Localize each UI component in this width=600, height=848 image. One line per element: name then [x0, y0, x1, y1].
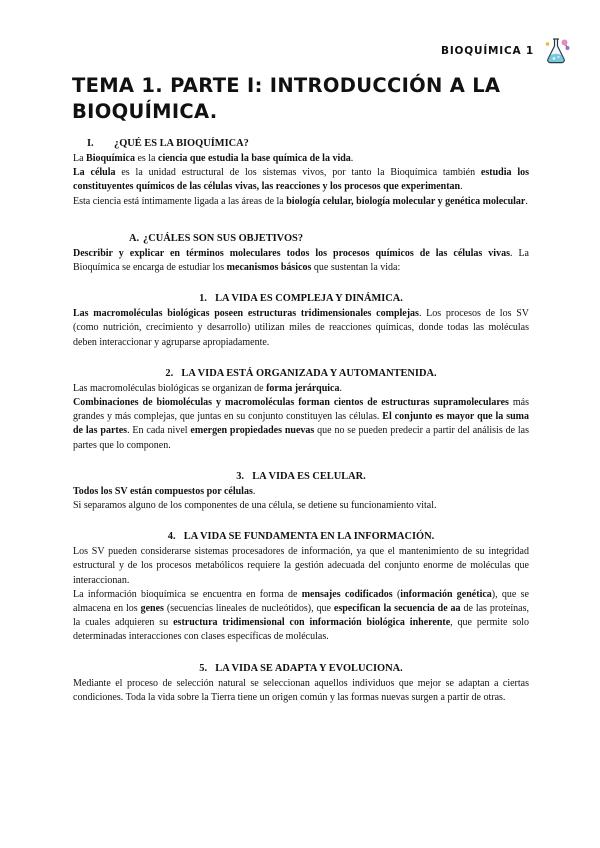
paragraph: Todos los SV están compuestos por células.: [73, 485, 256, 497]
section-number: I.: [87, 138, 94, 149]
paragraph: Mediante el proceso de selección natural se seleccionan aquellos individuos que mejor se adaptan a ciertas condiciones. Toda la vida sobre la Tierra tiene un origen común y las formas nuevas surgen a partir de otras.: [73, 677, 529, 703]
list-heading-compleja: [73, 291, 529, 306]
paragraph: Las macromoléculas biológicas se organizan de forma jerárquica.: [73, 382, 342, 394]
document-title: TEMA 1. PARTE I: INTRODUCCIÓN A LA BIOQUÍMICA.: [72, 74, 501, 123]
paragraph: Combinaciones de biomoléculas y macromoléculas forman cientos de estructuras supramoleculares más grandes y más complejas, que juntas en su conjunto constituyen las células. El conjunto es mayor que la suma de las partes. En cada nivel emergen propiedades nuevas que no se pueden predecir a partir del análisis de las partes que lo componen.: [73, 397, 530, 451]
list-heading-organizada: [73, 366, 529, 381]
list-number: 4.: [167, 531, 176, 543]
running-title: BIOQUÍMICA 1: [441, 45, 534, 57]
paragraph: La información bioquímica se encuentra en forma de mensajes codificados (información genética), que se almacena en los genes (secuencias lineales de nucleótidos), que especifican la secuencia de aa de las proteínas, la cuales adquieren su estructura tridimensional con información biológica inherente, que permite solo determinadas interacciones con clases específicas de moléculas.: [73, 588, 530, 643]
list-title: LA VIDA ES CELULAR.: [252, 470, 366, 482]
list-number: 5.: [199, 662, 208, 674]
section-heading-objetivos: [73, 231, 529, 246]
paragraph: La célula es la unidad estructural de los sistemas vivos, por tanto la Bioquímica también estudia los constituyentes químicos de las células vivas, las reacciones y los procesos que experimentan.: [73, 167, 529, 193]
paragraph: Las macromoléculas biológicas poseen estructuras tridimensionales complejas. Los procesos de los SV (como nutrición, crecimiento y desarrollo) utilizan miles de reacciones químicas, donde todas las moléculas deben interaccionar y agruparse apropiadamente.: [73, 308, 529, 348]
section-title: ¿QUÉ ES LA BIOQUÍMICA?: [114, 138, 249, 149]
section-title: ¿CUÁLES SON SUS OBJETIVOS?: [143, 232, 304, 244]
running-header: [441, 36, 572, 66]
list-heading-evoluciona: [73, 661, 529, 676]
document-body: [73, 136, 529, 705]
list-title: LA VIDA ES COMPLEJA Y DINÁMICA.: [215, 293, 403, 305]
lab-flask-icon: [542, 36, 572, 66]
list-title: LA VIDA SE FUNDAMENTA EN LA INFORMACIÓN.: [183, 531, 435, 543]
list-number: 1.: [199, 293, 207, 305]
list-heading-celular: [73, 469, 529, 484]
paragraph: Si separamos alguno de los componentes de una célula, se detiene su funcionamiento vital.: [73, 500, 437, 512]
paragraph: Los SV pueden considerarse sistemas procesadores de información, ya que el mantenimiento de su integridad estructural y de los procesos metabólicos requiere la gestión adecuada del conjunto enorme de moléculas que interaccionan.: [73, 546, 529, 586]
section-heading-que-es: [73, 136, 529, 151]
list-title: LA VIDA SE ADAPTA Y EVOLUCIONA.: [215, 662, 403, 674]
paragraph: La Bioquímica es la ciencia que estudia la base química de la vida.: [73, 153, 354, 164]
paragraph: Esta ciencia está íntimamente ligada a las áreas de la biología celular, biología molecular y genética molecular.: [73, 195, 528, 207]
list-number: 3.: [236, 470, 245, 482]
section-number: A.: [129, 232, 140, 244]
list-number: 2.: [165, 367, 174, 379]
list-title: LA VIDA ESTÁ ORGANIZADA Y AUTOMANTENIDA.: [181, 367, 437, 379]
list-heading-informacion: [73, 529, 529, 544]
paragraph: Describir y explicar en términos moleculares todos los procesos químicos de las células vivas. La Bioquímica se encarga de estudiar los mecanismos básicos que sustentan la vida:: [73, 247, 529, 274]
